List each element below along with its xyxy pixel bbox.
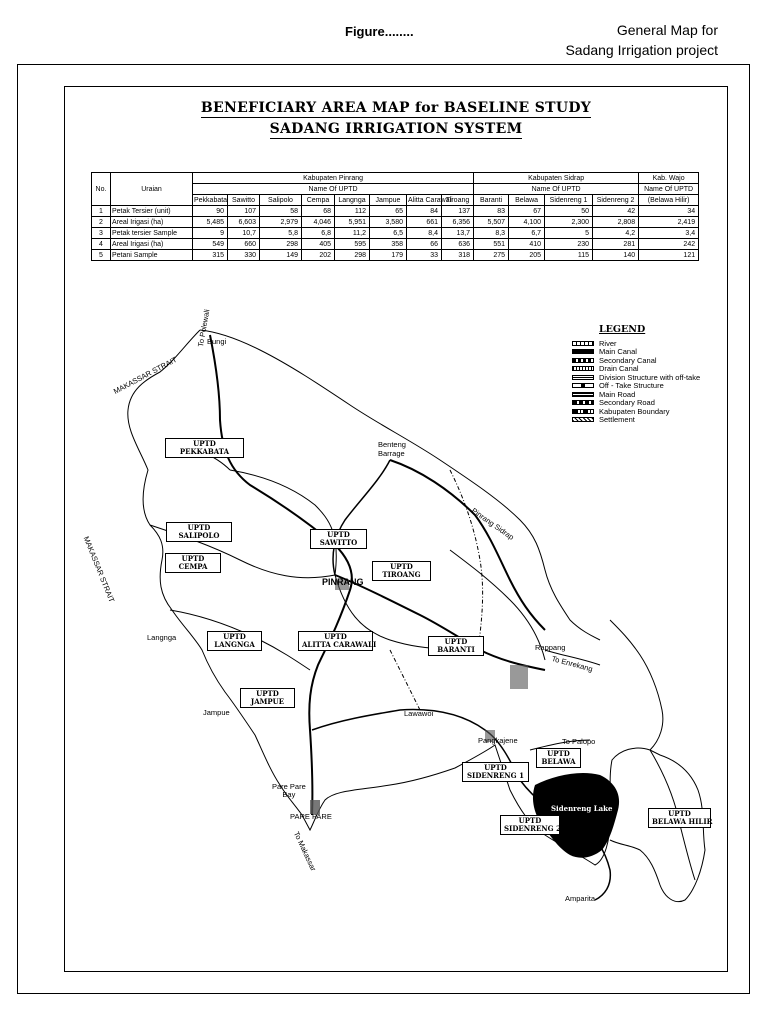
row-label: Areal Irigasi (ha) [111, 217, 193, 228]
legend-label: Main Road [599, 389, 636, 399]
table-cell: 137 [442, 206, 474, 217]
table-cell: 90 [193, 206, 228, 217]
place-pangkajene: Pangkajene [478, 736, 518, 745]
table-cell: 6,603 [228, 217, 260, 228]
table-cell: 551 [474, 239, 509, 250]
uptd-tiroang: UPTD TIROANG [372, 561, 431, 581]
column-header: Cempa [302, 195, 335, 206]
row-number: 2 [92, 217, 111, 228]
legend-swatch [572, 383, 594, 388]
place-amparita: Amparita [565, 894, 596, 903]
table-row [92, 239, 699, 250]
table-cell: 315 [193, 250, 228, 261]
table-cell: 405 [302, 239, 335, 250]
beneficiary-table [91, 172, 699, 261]
table-cell: 65 [370, 206, 407, 217]
legend-label: Division Structure with off-take [599, 372, 701, 382]
map-title-line2: SADANG IRRIGATION SYSTEM [269, 121, 523, 137]
table-cell: 115 [545, 250, 593, 261]
row-label: Petak Tersier (unit) [111, 206, 193, 217]
table-cell: 11,2 [335, 228, 370, 239]
group-header-wajo: Kab. Wajo [639, 173, 699, 184]
table-cell: 549 [193, 239, 228, 250]
legend-label: Settlement [599, 415, 635, 425]
column-header: Sidenreng 2 [593, 195, 639, 206]
upper-boundary [200, 330, 600, 640]
general-title-line2: Sadang Irrigation project [565, 42, 718, 58]
table-cell: 318 [442, 250, 474, 261]
uptd-sidenreng-1: UPTD SIDENRENG 1 [462, 762, 529, 782]
column-header: (Belawa Hilir) [639, 195, 699, 206]
main-canal [390, 460, 545, 630]
uraian-header: Uraian [111, 173, 193, 206]
legend-label: Secondary Canal [599, 355, 657, 365]
table-cell: 6,7 [509, 228, 545, 239]
legend-swatch [572, 400, 594, 405]
table-cell: 275 [474, 250, 509, 261]
table-cell: 205 [509, 250, 545, 261]
uptd-jampue: UPTD JAMPUE [240, 688, 295, 708]
general-title-line1: General Map for [616, 22, 718, 38]
uptd-langnga: UPTD LANGNGA [207, 631, 262, 651]
table-cell: 8,3 [474, 228, 509, 239]
legend-swatch [572, 349, 594, 354]
table-cell: 330 [228, 250, 260, 261]
table-cell: 3,4 [639, 228, 699, 239]
column-header: Belawa [509, 195, 545, 206]
column-header: Salipolo [260, 195, 302, 206]
legend-swatch [572, 366, 594, 371]
row-number: 3 [92, 228, 111, 239]
table-cell: 298 [260, 239, 302, 250]
legend-item [572, 382, 700, 391]
column-header: Pekkabata [194, 196, 228, 204]
table-cell: 121 [639, 250, 699, 261]
column-header: Sidenreng 1 [545, 195, 593, 206]
column-header: Langnga [335, 195, 370, 206]
table-cell: 13,7 [442, 228, 474, 239]
table-group-row [92, 173, 699, 184]
place-to-palopo: To Palopo [562, 737, 596, 746]
legend-item [572, 365, 700, 374]
table-cell: 34 [639, 206, 699, 217]
table-cell: 202 [302, 250, 335, 261]
table-cell: 6,8 [302, 228, 335, 239]
row-label: Areal Irigasi (ha) [111, 239, 193, 250]
legend-swatch [572, 409, 594, 414]
table-cell: 5,951 [335, 217, 370, 228]
group-header-pinrang: Kabupaten Pinrang [193, 173, 474, 184]
uptd-cempa: UPTD CEMPA [165, 553, 221, 573]
legend-swatch [572, 417, 594, 422]
column-header: Baranti [474, 195, 509, 206]
table-cell: 281 [593, 239, 639, 250]
table-cell: 10,7 [228, 228, 260, 239]
table-cell: 6,5 [370, 228, 407, 239]
table-cell: 5,8 [260, 228, 302, 239]
place-sidenreng-lake: Sidenreng Lake [551, 804, 613, 813]
general-map-title [565, 20, 718, 60]
legend-label: Kabupaten Boundary [599, 406, 670, 416]
no-header: No. [92, 173, 111, 206]
table-cell: 67 [509, 206, 545, 217]
river [333, 460, 390, 575]
table-row [92, 206, 699, 217]
uptd-sawitto: UPTD SAWITTO [310, 529, 367, 549]
row-number: 1 [92, 206, 111, 217]
table-row [92, 217, 699, 228]
legend-label: River [599, 338, 617, 348]
table-cell: 8,4 [407, 228, 442, 239]
legend-label: Secondary Road [599, 398, 655, 408]
table-cell: 2,808 [593, 217, 639, 228]
table-cell: 2,979 [260, 217, 302, 228]
legend-label: Drain Canal [599, 364, 639, 374]
uptd-sidenreng-2: UPTD SIDENRENG 2 [500, 815, 560, 835]
settlement [510, 665, 528, 689]
uptd-alitta-carawali: UPTD ALITTA CARAWALI [298, 631, 373, 651]
place-lawawoi: Lawawoi [404, 709, 434, 718]
legend-label: Off - Take Structure [599, 381, 664, 391]
table-cell: 6,356 [442, 217, 474, 228]
table-cell: 42 [593, 206, 639, 217]
place-pare-pare-bay: Pare Pare Bay [272, 782, 306, 799]
table-cell: 298 [335, 250, 370, 261]
legend-item [572, 407, 700, 416]
table-cell: 660 [228, 239, 260, 250]
table-cell: 2,419 [639, 217, 699, 228]
place-benteng-barrage: Benteng Barrage [378, 440, 406, 458]
map-title-line1: BENEFICIARY AREA MAP for BASELINE STUDY [200, 100, 592, 116]
table-cell: 84 [407, 206, 442, 217]
legend-item [572, 339, 700, 348]
table-cell: 140 [593, 250, 639, 261]
table-cell: 358 [370, 239, 407, 250]
table-cell: 636 [442, 239, 474, 250]
table-cell: 9 [193, 228, 228, 239]
legend-title: LEGEND [599, 324, 646, 335]
table-row [92, 250, 699, 261]
table-cell: 50 [545, 206, 593, 217]
figure-label: Figure........ [345, 24, 414, 39]
row-number: 4 [92, 239, 111, 250]
place-pare-pare: PARE PARE [290, 812, 332, 821]
legend-label: Main Canal [599, 347, 637, 357]
place-to-enrekang: To Enrekang [550, 654, 594, 674]
place-to-makassar: To Makassar [291, 830, 318, 873]
table-cell: 4,046 [302, 217, 335, 228]
legend-swatch [572, 341, 594, 346]
table-row [92, 228, 699, 239]
uptd-salipolo: UPTD SALIPOLO [166, 522, 232, 542]
uptd-pekkabata: UPTD PEKKABATA [165, 438, 244, 458]
table-cell: 83 [474, 206, 509, 217]
secondary-canal [230, 470, 336, 575]
place-bungi: Bungi [207, 337, 227, 346]
table-cell: 4,100 [509, 217, 545, 228]
place-makassar-strait-north: MAKASSAR STRAIT [112, 354, 179, 396]
table-cell: 179 [370, 250, 407, 261]
table-cell: 5,507 [474, 217, 509, 228]
uptd-baranti: UPTD BARANTI [428, 636, 484, 656]
table-cell: 107 [228, 206, 260, 217]
column-header: Tiroang [442, 195, 474, 206]
legend-item [572, 348, 700, 357]
uptd-belawa-hilir: UPTD BELAWA HILIR [648, 808, 711, 828]
uptd-belawa: UPTD BELAWA [536, 748, 581, 768]
legend-item [572, 356, 700, 365]
place-jampue: Jampue [203, 708, 230, 717]
place-pinrang: PINRANG [322, 577, 364, 587]
table-cell: 3,580 [370, 217, 407, 228]
place-makassar-strait-west: MAKASSAR STRAIT [81, 535, 117, 604]
column-header: Alitta Carawali [408, 196, 453, 204]
place-to-polewali: To Polewali [196, 308, 212, 348]
table-cell: 33 [407, 250, 442, 261]
table-cell: 112 [335, 206, 370, 217]
column-header: Sawitto [228, 195, 260, 206]
table-cell: 5,485 [193, 217, 228, 228]
row-number: 5 [92, 250, 111, 261]
uptd-subheader: Name Of UPTD [639, 184, 699, 195]
legend-swatch [572, 375, 594, 380]
kabupaten-boundary [390, 650, 420, 710]
table-cell: 5 [545, 228, 593, 239]
group-header-sidrap: Kabupaten Sidrap [474, 173, 639, 184]
table-cell: 68 [302, 206, 335, 217]
table-cell: 149 [260, 250, 302, 261]
uptd-subheader: Name Of UPTD [474, 184, 639, 195]
legend-swatch [572, 392, 594, 397]
table-cell: 4,2 [593, 228, 639, 239]
table-cell: 595 [335, 239, 370, 250]
place-langnga: Langnga [147, 633, 177, 642]
legend-item [572, 373, 700, 382]
table-cell: 2,300 [545, 217, 593, 228]
row-label: Petani Sample [111, 250, 193, 261]
legend-item [572, 399, 700, 408]
legend-item [572, 416, 700, 425]
row-label: Petak tersier Sample [111, 228, 193, 239]
right-coast [610, 620, 663, 750]
map-legend [572, 324, 700, 424]
table-cell: 58 [260, 206, 302, 217]
uptd-subheader: Name Of UPTD [193, 184, 474, 195]
legend-swatch [572, 358, 594, 363]
place-rappang: Rappang [535, 643, 566, 652]
place-pinrang-sidrap: Pinrang Sidrap [469, 506, 516, 542]
column-header: Jampue [370, 195, 407, 206]
table-cell: 230 [545, 239, 593, 250]
table-cell: 661 [407, 217, 442, 228]
legend-item [572, 390, 700, 399]
table-cell: 410 [509, 239, 545, 250]
table-cell: 242 [639, 239, 699, 250]
table-cell: 66 [407, 239, 442, 250]
